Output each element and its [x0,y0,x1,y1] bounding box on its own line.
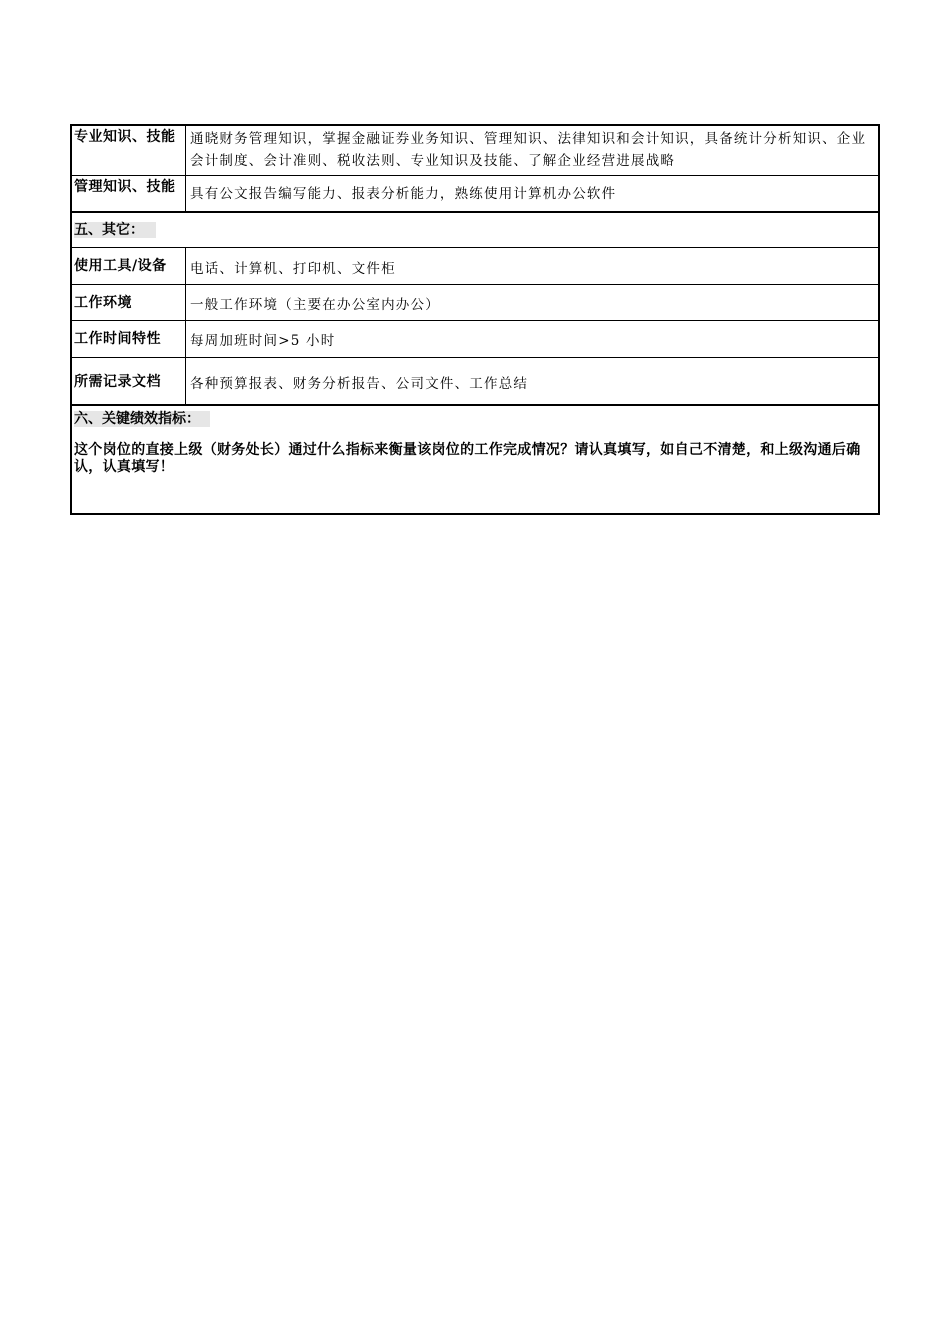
section-title: 六、关键绩效指标： [74,408,876,428]
row-value: 具有公文报告编写能力、报表分析能力，熟练使用计算机办公软件 [190,186,617,202]
row-label: 使用工具/设备 [72,248,186,284]
row-value: 各种预算报表、财务分析报告、公司文件、工作总结 [190,376,529,392]
row-label: 工作环境 [72,285,186,320]
row-label: 工作时间特性 [72,321,186,357]
table-row [72,358,878,406]
row-value: 通晓财务管理知识，掌握金融证券业务知识、管理知识、法律知识和会计知识，具备统计分析知识、企业会计制度、会计准则、税收法则、专业知识及技能、了解企业经营进展战略 [190,131,867,169]
kpi-block [72,406,878,513]
row-value: 一般工作环境（主要在办公室内办公） [190,297,440,313]
section-title: 五、其它： [72,213,156,247]
row-label: 管理知识、技能 [72,176,186,211]
section-header-row [72,213,878,248]
row-value: 每周加班时间>5 小时 [190,333,336,349]
row-label: 专业知识、技能 [72,126,186,175]
table-row [72,248,878,285]
job-description-table [70,124,880,515]
row-label: 所需记录文档 [72,358,186,404]
row-value: 电话、计算机、打印机、文件柜 [190,261,396,277]
kpi-section [72,406,878,513]
table-row [72,321,878,358]
table-row [72,126,878,176]
table-row [72,285,878,321]
kpi-instruction: 这个岗位的直接上级（财务处长）通过什么指标来衡量该岗位的工作完成情况？请认真填写，如自己不清楚，和上级沟通后确认，认真填写！ [74,442,861,475]
table-row [72,176,878,213]
